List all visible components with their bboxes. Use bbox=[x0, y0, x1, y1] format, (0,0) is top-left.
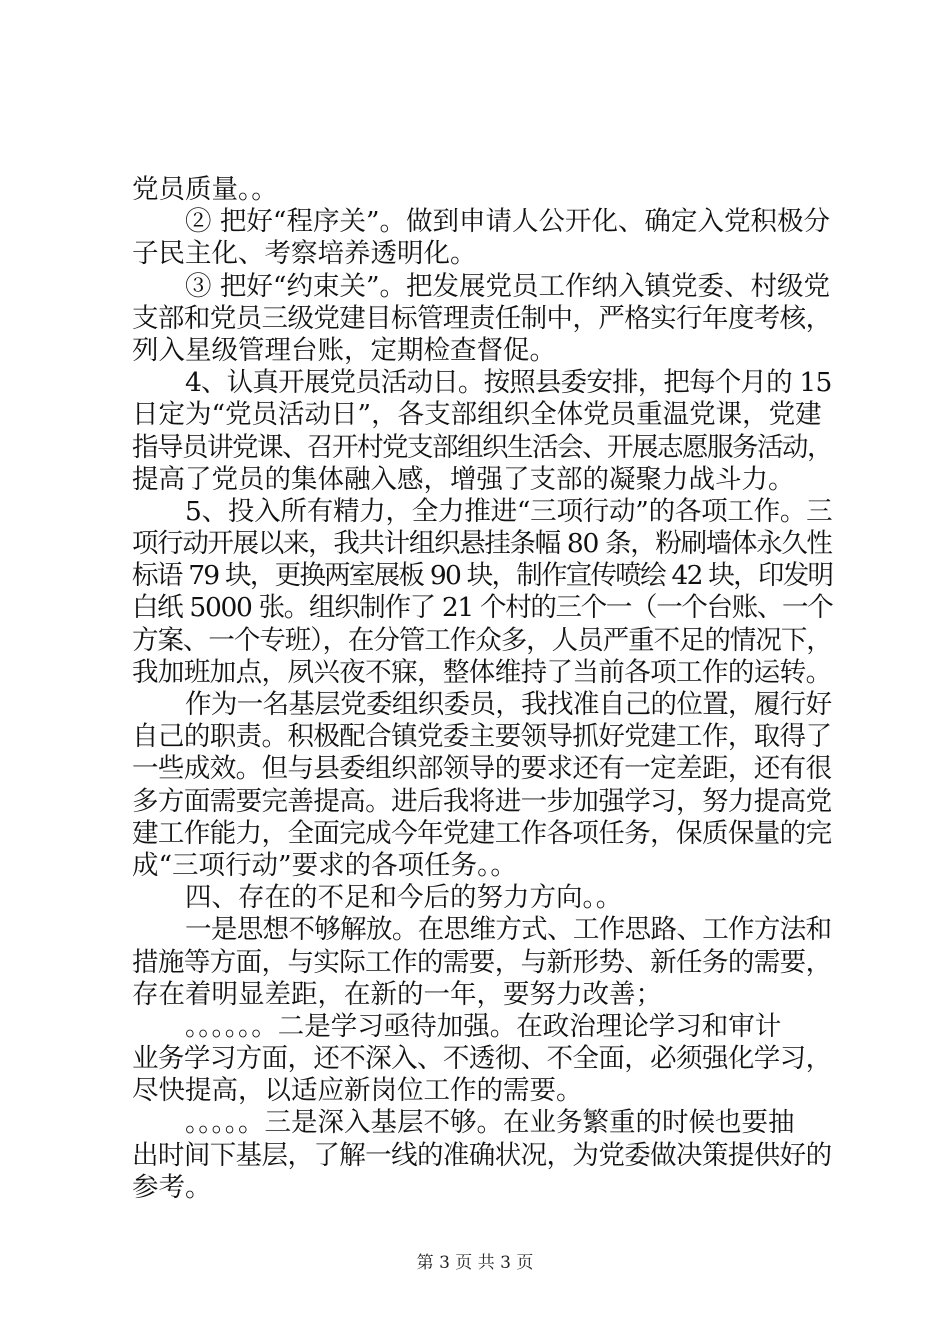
page-footer: 第 3 页 共 3 页 bbox=[416, 1253, 534, 1273]
text-line: 建工作能力，全面完成今年党建工作各项任务，保质保量的完 bbox=[132, 817, 832, 849]
text-line: 。。。。。。二是学习亟待加强。在政治理论学习和审计 bbox=[185, 1010, 782, 1042]
text-line: ③ 把好“约束关”。把发展党员工作纳入镇党委、村级党 bbox=[185, 270, 831, 302]
text-line: 业务学习方面，还不深入、不透彻、不全面，必须强化学习， bbox=[132, 1043, 832, 1075]
text-line: 四、存在的不足和今后的努力方向。。 bbox=[185, 882, 623, 914]
text-line: 出时间下基层，了解一线的准确状况，为党委做决策提供好的 bbox=[132, 1139, 832, 1171]
text-line: 提高了党员的集体融入感，增强了支部的凝聚力战斗力。 bbox=[132, 463, 795, 495]
text-line: 一是思想不够解放。在思维方式、工作思路、工作方法和 bbox=[185, 914, 832, 946]
text-line: 项行动开展以来，我共计组织悬挂条幅 80 条，粉刷墙体永久性 bbox=[132, 528, 832, 560]
text-line: 4、认真开展党员活动日。按照县委安排，把每个月的 15 bbox=[185, 367, 832, 399]
text-line: 5、投入所有精力，全力推进“三项行动”的各项工作。三 bbox=[185, 495, 833, 527]
text-line: 我加班加点，夙兴夜不寐，整体维持了当前各项工作的运转。 bbox=[132, 656, 832, 688]
text-line: 白纸 5000 张。组织制作了 21 个村的三个一（一个台账、一个 bbox=[132, 592, 833, 624]
text-line: 参考。 bbox=[132, 1171, 212, 1203]
text-line: 子民主化、考察培养透明化。 bbox=[132, 238, 477, 270]
text-line: 日定为“党员活动日”，各支部组织全体党员重温党课，党建 bbox=[132, 399, 822, 431]
text-line: 支部和党员三级党建目标管理责任制中，严格实行年度考核， bbox=[132, 302, 832, 334]
text-line: 指导员讲党课、召开村党支部组织生活会、开展志愿服务活动， bbox=[132, 431, 832, 463]
text-line: 存在着明显差距，在新的一年，要努力改善； bbox=[132, 978, 662, 1010]
text-line: 方案、一个专班），在分管工作众多，人员严重不足的情况下， bbox=[132, 624, 832, 656]
text-line: 成“三项行动”要求的各项任务。。 bbox=[132, 849, 517, 881]
document-body bbox=[132, 174, 832, 1204]
text-line: ② 把好“程序关”。做到申请人公开化、确定入党积极分 bbox=[185, 206, 831, 238]
text-line: 措施等方面，与实际工作的需要，与新形势、新任务的需要， bbox=[132, 946, 832, 978]
text-line: 作为一名基层党委组织委员，我找准自己的位置，履行好 bbox=[185, 689, 832, 720]
text-line: 标语 79 块，更换两室展板 90 块，制作宣传喷绘 42 块，印发明 bbox=[132, 560, 833, 592]
text-line: 列入星级管理台账，定期检查督促。 bbox=[132, 334, 556, 366]
text-line: 尽快提高，以适应新岗位工作的需要。 bbox=[132, 1075, 583, 1107]
text-line: 党员质量。。 bbox=[132, 174, 278, 205]
text-line: 一些成效。但与县委组织部领导的要求还有一定差距，还有很 bbox=[132, 753, 832, 785]
text-line: 自己的职责。积极配合镇党委主要领导抓好党建工作，取得了 bbox=[132, 721, 832, 753]
text-line: 多方面需要完善提高。进后我将进一步加强学习，努力提高党 bbox=[132, 785, 832, 817]
text-line: 。。。。。三是深入基层不够。在业务繁重的时候也要抽 bbox=[185, 1107, 795, 1139]
